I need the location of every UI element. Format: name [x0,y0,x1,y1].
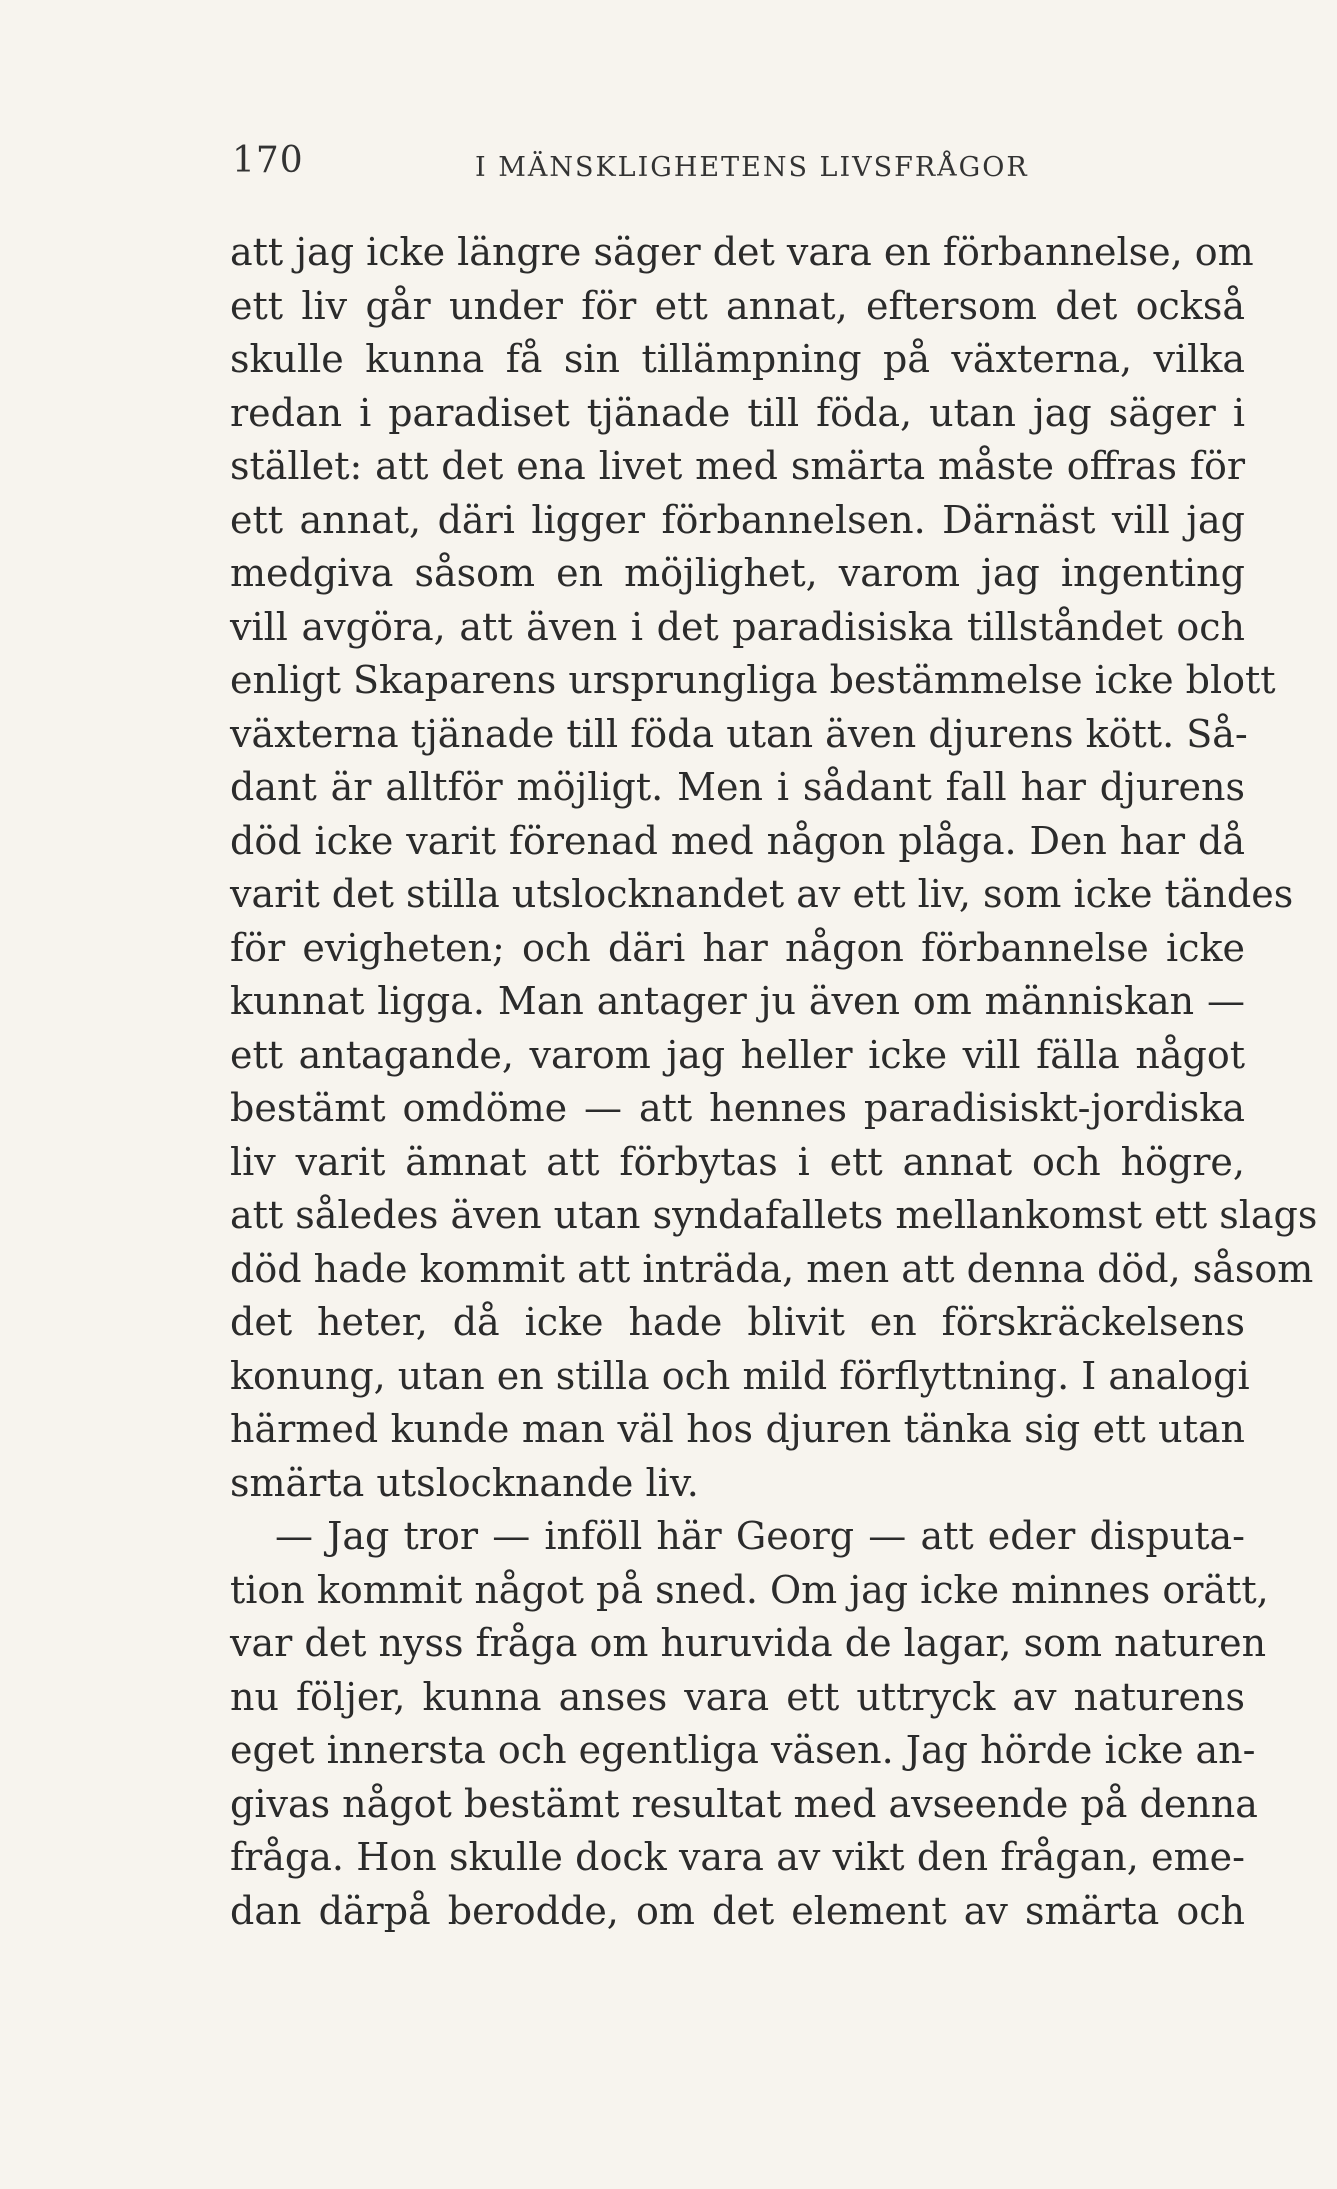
text-line: växterna tjänade till föda utan även djurens kött. Så- [230,711,1248,756]
text-line: medgiva såsom en möjlighet, varom jag ingenting [230,551,1245,595]
paragraph-1 [230,226,1318,1510]
paragraph-2 [230,1510,1269,1938]
text-line: enligt Skaparens ursprungliga bestämmelse icke blott [230,658,1276,702]
text-line: redan i paradiset tjänade till föda, utan jag säger i [230,390,1245,435]
text-line: konung, utan en stilla och mild förflyttning. I analogi [230,1353,1250,1398]
page-number: 170 [232,140,304,181]
text-line: att således även utan syndafallets mellankomst ett slags [230,1193,1318,1237]
text-line: död icke varit förenad med någon plåga. Den har då [230,818,1245,863]
text-line: stället: att det ena livet med smärta måste offras för [230,444,1245,488]
text-line: — Jag tror — inföll här Georg — att eder disputa- [275,1514,1245,1558]
text-line: nu följer, kunna anses vara ett uttryck av naturens [230,1674,1245,1719]
text-line: kunnat ligga. Man antager ju även om människan — [230,979,1245,1023]
text-line: givas något bestämt resultat med avseende på denna [230,1781,1258,1826]
text-line: härmed kunde man väl hos djuren tänka sig ett utan [230,1407,1245,1451]
text-line: tion kommit något på sned. Om jag icke minnes orätt, [230,1567,1269,1612]
text-line: att jag icke längre säger det vara en förbannelse, om [230,230,1254,274]
running-title: I MÄNSKLIGHETENS LIVSFRÅGOR [475,152,1029,183]
text-line: var det nyss fråga om huruvida de lagar, som naturen [230,1621,1267,1665]
text-line: skulle kunna få sin tillämpning på växterna, vilka [230,337,1245,381]
text-line: dant är alltför möjligt. Men i sådant fall har djurens [230,765,1245,809]
text-line: smärta utslocknande liv. [230,1460,699,1505]
text-line: vill avgöra, att även i det paradisiska tillståndet och [230,604,1245,649]
text-line: dan därpå berodde, om det element av smärta och [230,1888,1245,1933]
text-line: fråga. Hon skulle dock vara av vikt den frågan, eme- [230,1835,1245,1879]
text-line: eget innersta och egentliga väsen. Jag hörde icke an- [230,1728,1256,1772]
body-text [230,226,1318,1938]
text-line: ett antagande, varom jag heller icke vill fälla något [230,1032,1245,1077]
text-line: ett annat, däri ligger förbannelsen. Därnäst vill jag [230,497,1245,542]
text-line: det heter, då icke hade blivit en förskräckelsens [230,1300,1245,1344]
text-line: död hade kommit att inträda, men att denna död, såsom [230,1246,1314,1291]
text-line: ett liv går under för ett annat, eftersom det också [230,283,1245,328]
text-line: för evigheten; och däri har någon förbannelse icke [230,925,1245,970]
page-header [232,140,1029,200]
text-line: varit det stilla utslocknandet av ett liv, som icke tändes [230,872,1294,916]
text-line: bestämt omdöme — att hennes paradisiskt-jordiska [230,1086,1245,1130]
text-line: liv varit ämnat att förbytas i ett annat och högre, [230,1139,1245,1184]
